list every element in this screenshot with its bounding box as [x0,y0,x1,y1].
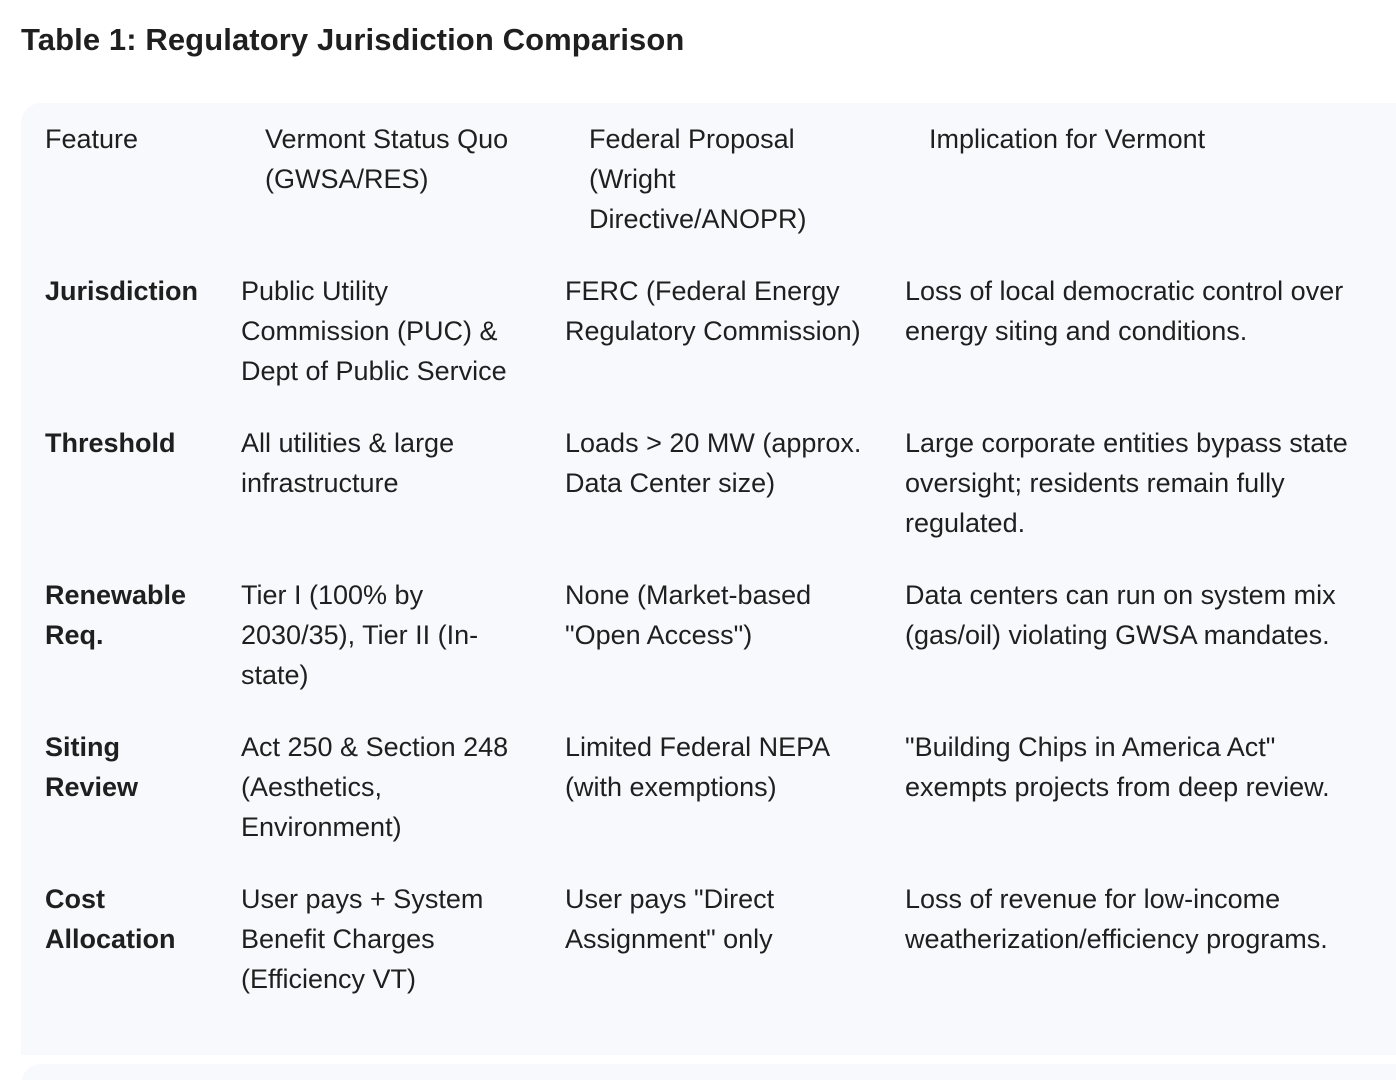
cell-federal: FERC (Federal Energy Regulatory Commission) [565,276,861,346]
cell-vermont: User pays + System Benefit Charges (Efficiency VT) [241,884,484,994]
cell-implication: Data centers can run on system mix (gas/oil) violating GWSA mandates. [905,580,1336,650]
header-feature: Feature [45,124,139,154]
table-header-row [21,103,1396,271]
cell-vermont: Public Utility Commission (PUC) & Dept of Public Service [241,276,507,386]
comparison-table [21,103,1396,1019]
table-row [21,575,1396,727]
cell-implication: "Building Chips in America Act" exempts projects from deep review. [905,732,1330,802]
header-vermont: Vermont Status Quo (GWSA/RES) [265,124,509,194]
header-implication: Implication for Vermont [929,124,1206,154]
cell-feature: Threshold [45,428,176,458]
table-row [21,423,1396,575]
cell-vermont: Act 250 & Section 248 (Aesthetics, Environment) [241,732,509,842]
cell-vermont: All utilities & large infrastructure [241,428,455,498]
table-row [21,879,1396,1019]
cell-feature: Jurisdiction [45,276,199,306]
cell-federal: User pays "Direct Assignment" only [565,884,775,954]
cell-federal: Limited Federal NEPA (with exemptions) [565,732,829,802]
cell-feature: Cost Allocation [45,884,176,954]
header-federal: Federal Proposal (Wright Directive/ANOPR) [589,124,807,234]
table-title: Table 1: Regulatory Jurisdiction Comparison [21,22,685,57]
cell-federal: Loads > 20 MW (approx. Data Center size) [565,428,862,498]
comparison-table-card [21,103,1396,1055]
cell-vermont: Tier I (100% by 2030/35), Tier II (In-state) [241,580,479,690]
table-row [21,271,1396,423]
cell-implication: Loss of revenue for low-income weatherization/efficiency programs. [905,884,1328,954]
cell-implication: Large corporate entities bypass state oversight; residents remain fully regulated. [905,428,1348,538]
next-block-edge [21,1064,1396,1080]
cell-feature: Siting Review [45,732,139,802]
table-row [21,727,1396,879]
cell-implication: Loss of local democratic control over energy siting and conditions. [905,276,1344,346]
cell-federal: None (Market-based "Open Access") [565,580,812,650]
cell-feature: Renewable Req. [45,580,187,650]
